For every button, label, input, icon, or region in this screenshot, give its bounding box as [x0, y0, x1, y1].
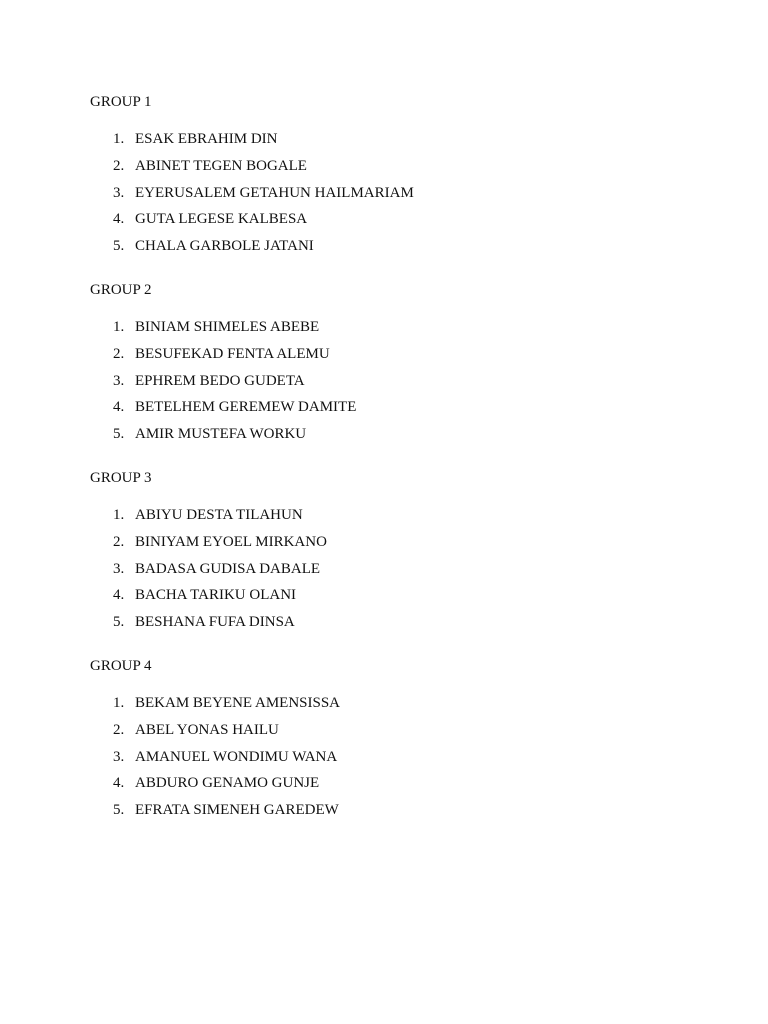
list-number: 5.	[113, 426, 125, 443]
list-item	[90, 129, 278, 156]
list-number: 3.	[113, 748, 125, 765]
list-number: 2.	[113, 533, 125, 550]
list-number: 2.	[113, 345, 125, 362]
list-item	[90, 612, 295, 639]
list-item	[90, 371, 305, 398]
member-list	[90, 693, 341, 827]
list-number: 1.	[113, 694, 125, 711]
list-item	[90, 747, 338, 774]
list-number: 1.	[113, 318, 125, 335]
member-name: ABIYU DESTA TILAHUN	[135, 506, 303, 523]
list-item	[90, 397, 357, 424]
list-number: 1.	[113, 131, 125, 147]
member-name: ESAK EBRAHIM DIN	[135, 131, 278, 147]
group-3	[90, 468, 327, 639]
list-number: 4.	[113, 211, 125, 228]
list-number: 3.	[113, 184, 125, 201]
list-number: 2.	[113, 157, 125, 174]
list-number: 4.	[113, 587, 125, 604]
list-item	[90, 424, 307, 451]
list-item	[90, 183, 414, 210]
member-name: BESHANA FUFA DINSA	[135, 614, 295, 631]
list-number: 2.	[113, 721, 125, 738]
member-name: AMIR MUSTEFA WORKU	[135, 426, 307, 443]
member-name: BESUFEKAD FENTA ALEMU	[135, 345, 330, 362]
list-item	[90, 532, 327, 559]
member-name: BACHA TARIKU OLANI	[135, 587, 297, 604]
member-name: EYERUSALEM GETAHUN HAILMARIAM	[135, 184, 414, 201]
list-number: 4.	[113, 399, 125, 416]
group-title: GROUP 4	[90, 657, 152, 674]
list-item	[90, 156, 307, 183]
list-number: 5.	[113, 238, 125, 255]
member-name: BEKAM BEYENE AMENSISSA	[135, 694, 341, 711]
group-title: GROUP 2	[90, 281, 152, 298]
member-name: BADASA GUDISA DABALE	[135, 560, 321, 577]
member-name: BINIYAM EYOEL MIRKANO	[135, 533, 327, 550]
member-name: BETELHEM GEREMEW DAMITE	[135, 399, 357, 416]
member-name: GUTA LEGESE KALBESA	[135, 211, 308, 228]
group-title: GROUP 1	[90, 94, 152, 110]
group-2	[90, 280, 357, 451]
list-number: 5.	[113, 614, 125, 631]
list-number: 4.	[113, 775, 125, 792]
member-name: ABEL YONAS HAILU	[135, 721, 279, 738]
group-title: GROUP 3	[90, 469, 152, 486]
member-name: CHALA GARBOLE JATANI	[135, 238, 314, 255]
list-item	[90, 773, 320, 800]
member-name: BINIAM SHIMELES ABEBE	[135, 318, 320, 335]
list-item	[90, 720, 279, 747]
group-1	[90, 92, 414, 263]
group-4	[90, 656, 341, 827]
list-number: 3.	[113, 372, 125, 389]
group-lists	[90, 92, 414, 844]
member-list	[90, 505, 327, 639]
member-name: EFRATA SIMENEH GAREDEW	[135, 802, 339, 819]
list-item	[90, 800, 339, 827]
list-item	[90, 317, 320, 344]
list-number: 5.	[113, 802, 125, 819]
member-name: AMANUEL WONDIMU WANA	[135, 748, 338, 765]
list-number: 3.	[113, 560, 125, 577]
list-item	[90, 236, 314, 263]
member-name: EPHREM BEDO GUDETA	[135, 372, 305, 389]
member-list	[90, 317, 357, 451]
list-item	[90, 209, 308, 236]
list-item	[90, 693, 341, 720]
member-name: ABINET TEGEN BOGALE	[135, 157, 307, 174]
member-list	[90, 129, 414, 263]
list-item	[90, 505, 303, 532]
list-number: 1.	[113, 506, 125, 523]
list-item	[90, 344, 330, 371]
list-item	[90, 559, 321, 586]
list-item	[90, 585, 297, 612]
member-name: ABDURO GENAMO GUNJE	[135, 775, 320, 792]
